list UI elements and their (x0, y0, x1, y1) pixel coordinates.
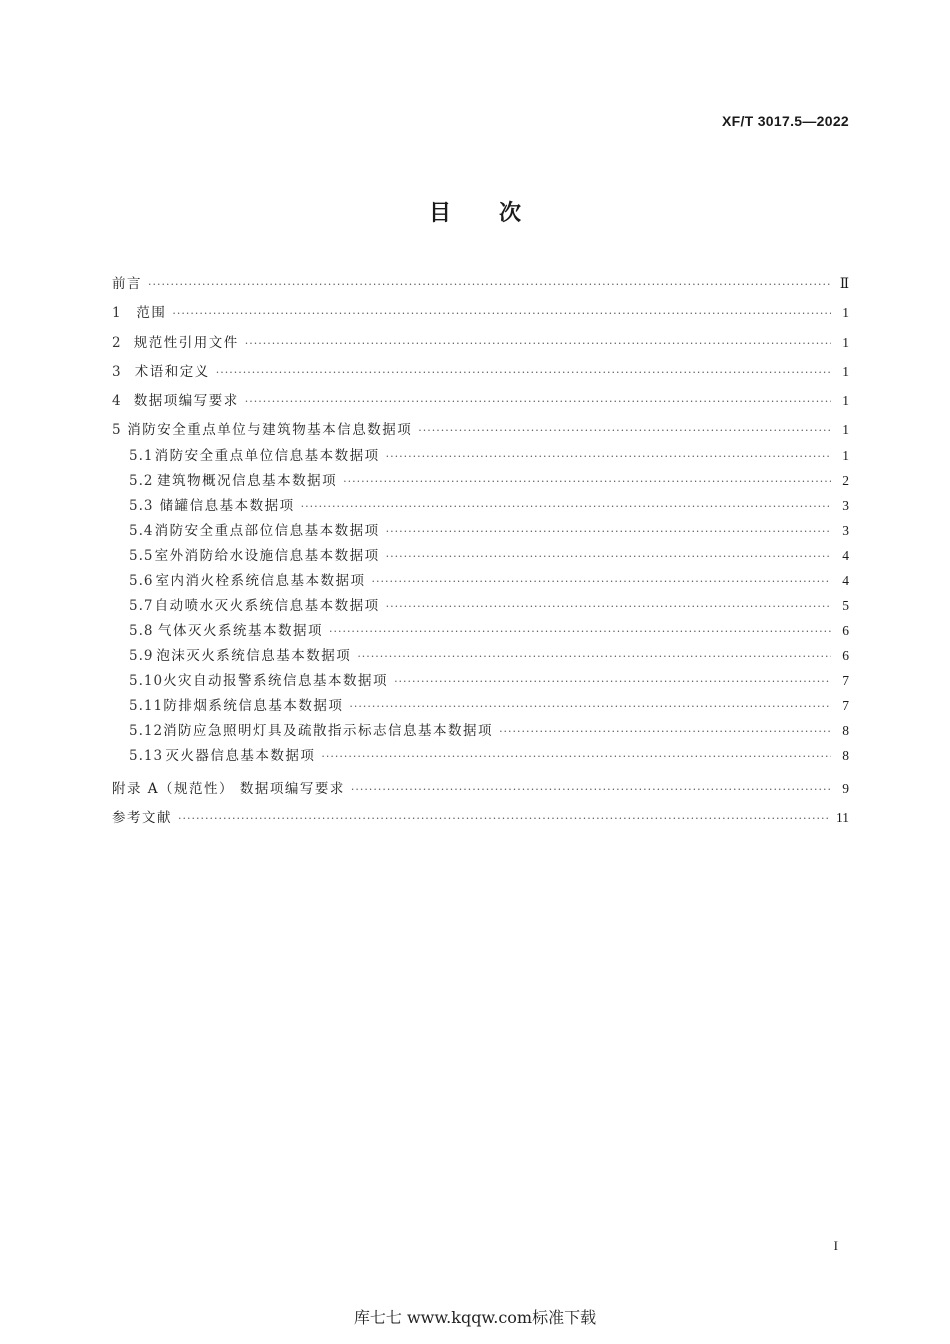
title-char-2: 次 (499, 201, 522, 226)
table-of-contents (112, 270, 849, 833)
toc-entry-number: 5.6 (129, 572, 154, 589)
toc-entry-5-13[interactable] (112, 746, 849, 771)
toc-leader-dots (499, 722, 831, 742)
toc-entry-page: 1 (842, 334, 849, 350)
toc-leader-dots (148, 275, 831, 295)
toc-entry-foreword[interactable] (112, 270, 849, 299)
toc-entry-number: 5.13 (129, 747, 164, 764)
toc-leader-dots (357, 647, 831, 667)
toc-entry-label: 消防安全重点部位信息基本数据项 (154, 522, 380, 539)
toc-entry-page: 8 (842, 747, 849, 763)
toc-entry-number: 1 (112, 305, 122, 322)
toc-entry-label: 参考文献 (112, 810, 172, 827)
toc-entry-3[interactable] (112, 358, 849, 387)
toc-entry-number: 5.10 (129, 672, 164, 689)
title-char-1: 目 (428, 201, 451, 226)
toc-entry-page: 11 (836, 810, 849, 826)
toc-leader-dots (301, 497, 831, 517)
toc-leader-dots (178, 809, 830, 829)
toc-entry-label: 火灾自动报警系统信息基本数据项 (163, 672, 389, 689)
toc-entry-number: 5.11 (129, 697, 164, 714)
toc-entry-5-1[interactable] (112, 446, 849, 471)
toc-entry-5-4[interactable] (112, 521, 849, 546)
toc-entry-page: 5 (842, 597, 849, 613)
toc-entry-references[interactable] (112, 804, 849, 833)
toc-leader-dots (394, 672, 831, 692)
toc-leader-dots (386, 522, 831, 542)
toc-leader-dots (386, 447, 831, 467)
toc-entry-number: 5.4 (129, 522, 154, 539)
toc-entry-page: 4 (842, 572, 849, 588)
toc-entry-label: 数据项编写要求 (133, 393, 239, 410)
toc-entry-5-8[interactable] (112, 621, 849, 646)
toc-entry-1[interactable] (112, 299, 849, 328)
toc-leader-dots (349, 697, 831, 717)
toc-entry-5-10[interactable] (112, 671, 849, 696)
toc-entry-label: 附录 A（规范性） 数据项编写要求 (112, 780, 345, 797)
toc-entry-page: 1 (842, 447, 849, 463)
toc-entry-number: 5.12 (129, 722, 164, 739)
toc-leader-dots (216, 363, 831, 383)
toc-entry-page: 6 (842, 647, 849, 663)
toc-entry-page: Ⅱ (839, 276, 849, 291)
toc-entry-label: 气体灭火系统基本数据项 (157, 622, 323, 639)
toc-entry-label: 防排烟系统信息基本数据项 (163, 697, 344, 714)
toc-entry-page: 1 (842, 422, 849, 438)
toc-leader-dots (372, 572, 832, 592)
toc-entry-page: 1 (842, 363, 849, 379)
toc-entry-5-9[interactable] (112, 646, 849, 671)
toc-entry-5-6[interactable] (112, 571, 849, 596)
toc-entry-page: 1 (842, 393, 849, 409)
toc-entry-label: 消防安全重点单位信息基本数据项 (154, 447, 380, 464)
page-folio: I (833, 1238, 838, 1253)
page-title (0, 196, 950, 227)
toc-leader-dots (321, 747, 831, 767)
toc-entry-number: 5 (112, 422, 122, 439)
toc-leader-dots (172, 304, 831, 324)
toc-entry-2[interactable] (112, 329, 849, 358)
toc-entry-label: 储罐信息基本数据项 (159, 497, 295, 514)
toc-entry-page: 1 (842, 305, 849, 321)
toc-leader-dots (351, 780, 831, 800)
toc-leader-dots (386, 547, 831, 567)
toc-entry-5-11[interactable] (112, 696, 849, 721)
toc-leader-dots (418, 421, 831, 441)
toc-entry-label: 室内消火栓系统信息基本数据项 (155, 572, 366, 589)
toc-entry-number: 3 (112, 363, 122, 380)
download-watermark: 库七七 www.kqqw.com标准下载 (353, 1308, 597, 1327)
toc-entry-number: 5.7 (129, 597, 154, 614)
toc-leader-dots (386, 597, 831, 617)
toc-entry-page: 3 (842, 497, 849, 513)
toc-leader-dots (245, 334, 831, 354)
toc-entry-number: 5.8 (129, 622, 154, 639)
toc-entry-page: 3 (842, 522, 849, 538)
toc-entry-label: 消防安全重点单位与建筑物基本信息数据项 (127, 422, 413, 439)
toc-entry-number: 5.3 (129, 497, 154, 514)
toc-entry-4[interactable] (112, 387, 849, 416)
toc-entry-label: 灭火器信息基本数据项 (165, 747, 316, 764)
toc-entry-number: 4 (112, 393, 122, 410)
toc-leader-dots (245, 392, 831, 412)
toc-leader-dots (329, 622, 831, 642)
toc-entry-page: 6 (842, 622, 849, 638)
toc-entry-number: 5.5 (129, 547, 154, 564)
toc-entry-label: 规范性引用文件 (133, 334, 239, 351)
toc-entry-label: 泡沫灭火系统信息基本数据项 (156, 647, 352, 664)
toc-entry-page: 8 (842, 722, 849, 738)
toc-entry-label: 消防应急照明灯具及疏散指示标志信息基本数据项 (163, 722, 494, 739)
toc-entry-label: 术语和定义 (134, 363, 210, 380)
toc-entry-number: 5.1 (129, 447, 154, 464)
toc-entry-page: 7 (842, 697, 849, 713)
toc-entry-page: 2 (842, 472, 849, 488)
toc-entry-5-2[interactable] (112, 471, 849, 496)
toc-entry-label: 范围 (136, 305, 167, 322)
toc-entry-5-12[interactable] (112, 721, 849, 746)
toc-entry-number: 5.2 (129, 472, 154, 489)
toc-entry-appendix-a[interactable] (112, 775, 849, 804)
toc-entry-number: 2 (112, 334, 122, 351)
toc-entry-5-7[interactable] (112, 596, 849, 621)
toc-leader-dots (343, 472, 831, 492)
toc-entry-label: 自动喷水灭火系统信息基本数据项 (154, 597, 380, 614)
toc-entry-label: 建筑物概况信息基本数据项 (157, 472, 338, 489)
toc-entry-page: 4 (842, 547, 849, 563)
toc-entry-page: 9 (842, 780, 849, 796)
toc-entry-label: 前言 (112, 276, 142, 292)
toc-entry-label: 室外消防给水设施信息基本数据项 (154, 547, 380, 564)
toc-entry-number: 5.9 (129, 647, 154, 664)
toc-entry-5[interactable] (112, 416, 849, 445)
toc-entry-5-5[interactable] (112, 546, 849, 571)
toc-entry-5-3[interactable] (112, 496, 849, 521)
standard-code: XF/T 3017.5—2022 (722, 113, 849, 129)
toc-entry-page: 7 (842, 672, 849, 688)
